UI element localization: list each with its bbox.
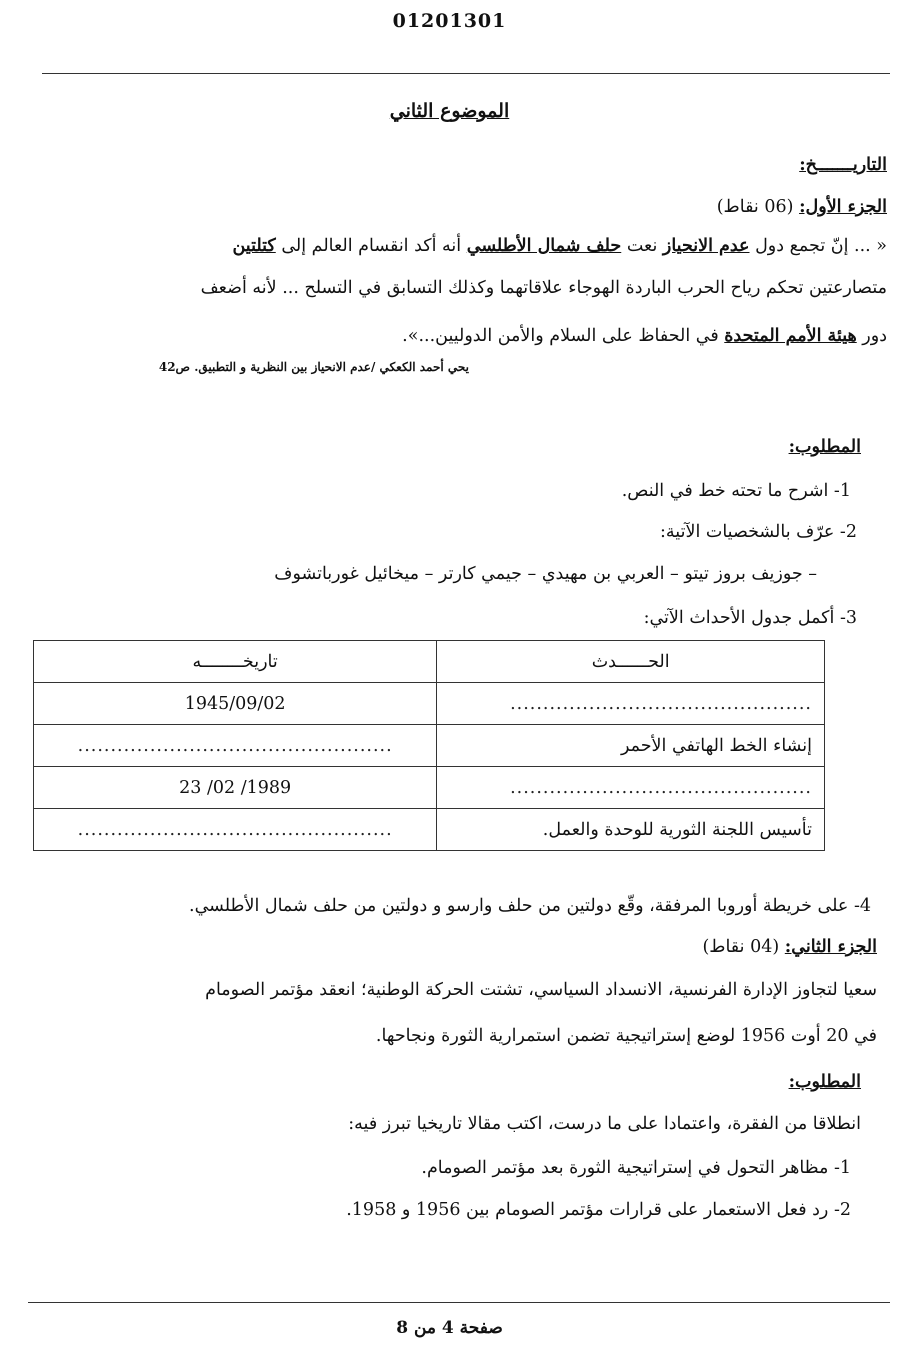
part2-points: (04 نقاط) — [702, 937, 780, 957]
date-cell: ................................................ — [34, 725, 437, 767]
date-cell: 1989/ 02/ 23 — [34, 767, 437, 809]
event-cell: .............................................. — [437, 767, 825, 809]
question-3: 3- أكمل جدول الأحداث الآتي: — [643, 608, 857, 628]
underlined-term-non-aligned: عدم الانحياز — [662, 236, 750, 256]
part2-heading — [702, 937, 877, 958]
part1-points: (06 نقاط) — [716, 197, 794, 217]
part1-heading — [717, 197, 887, 218]
quote-text: في الحفاظ على السلام والأمن الدوليين...». — [402, 326, 725, 346]
event-cell: إنشاء الخط الهاتفي الأحمر — [437, 725, 825, 767]
exam-code: 01201301 — [392, 10, 507, 32]
question-1: 1- اشرح ما تحته خط في النص. — [621, 481, 851, 501]
part2-label: الجزء الثاني: — [784, 937, 877, 957]
table-header-row — [34, 641, 825, 683]
table-row — [34, 809, 825, 851]
subject-title: الموضوع الثاني — [389, 100, 510, 122]
part1-required-label: المطلوب: — [788, 437, 861, 457]
section-history-heading: التاريـــــــخ: — [799, 155, 887, 175]
part2-intro: انطلاقا من الفقرة، واعتمادا على ما درست، اكتب مقالا تاريخيا تبرز فيه: — [348, 1114, 861, 1134]
page-number: صفحة 4 من 8 — [396, 1318, 503, 1338]
question-2: 2- عرّف بالشخصيات الآتية: — [660, 522, 857, 542]
part1-label: الجزء الأول: — [799, 197, 887, 217]
table-row — [34, 683, 825, 725]
quote-text: دور — [856, 326, 887, 346]
personalities-list: – جوزيف بروز تيتو – العربي بن مهيدي – جيمي كارتر – ميخائيل غورباتشوف — [274, 564, 817, 584]
quote-text: « ... إنّ تجمع دول — [749, 236, 887, 256]
underlined-term-nato: حلف شمال الأطلسي — [466, 236, 622, 256]
table-row — [34, 767, 825, 809]
col-date-header: تاريخــــــــه — [34, 641, 437, 683]
part2-requirement-2: 2- رد فعل الاستعمار على قرارات مؤتمر الصومام بين 1956 و 1958. — [346, 1200, 851, 1220]
date-cell: ................................................ — [34, 809, 437, 851]
quote-line-3 — [402, 326, 887, 347]
part2-requirement-1: 1- مظاهر التحول في إستراتيجية الثورة بعد مؤتمر الصومام. — [421, 1158, 851, 1178]
underlined-term-un: هيئة الأمم المتحدة — [724, 326, 857, 346]
events-table — [33, 640, 825, 851]
quote-text: نعت — [621, 236, 663, 256]
quote-text: أنه أكد انقسام العالم إلى — [275, 236, 467, 256]
part2-paragraph-line-2: في 20 أوت 1956 لوضع إستراتيجية تضمن استمرارية الثورة ونجاحها. — [375, 1026, 877, 1046]
top-divider — [42, 73, 890, 74]
event-cell: .............................................. — [437, 683, 825, 725]
question-4: 4- على خريطة أوروبا المرفقة، وقّع دولتين من حلف وارسو و دولتين من حلف شمال الأطلسي. — [189, 896, 871, 916]
col-event-header: الحــــــدث — [437, 641, 825, 683]
quote-line-2: متصارعتين تحكم رياح الحرب الباردة الهوجاء علاقاتهما وكذلك التسابق في التسلح ... لأنه أضعف — [200, 278, 887, 298]
bottom-divider — [28, 1302, 890, 1303]
part2-paragraph-line-1: سعيا لتجاوز الإدارة الفرنسية، الانسداد السياسي، تشتت الحركة الوطنية؛ انعقد مؤتمر الصومام — [205, 980, 877, 1000]
date-cell: 1945/09/02 — [34, 683, 437, 725]
underlined-term-blocs: كتلتين — [232, 236, 276, 256]
quote-line-1 — [232, 236, 887, 257]
quote-source: يحي أحمد الكعكي /عدم الانحياز بين النظرية و التطبيق. ص42 — [158, 360, 469, 374]
event-cell: تأسيس اللجنة الثورية للوحدة والعمل. — [437, 809, 825, 851]
table-row — [34, 725, 825, 767]
part2-required-label: المطلوب: — [788, 1072, 861, 1092]
